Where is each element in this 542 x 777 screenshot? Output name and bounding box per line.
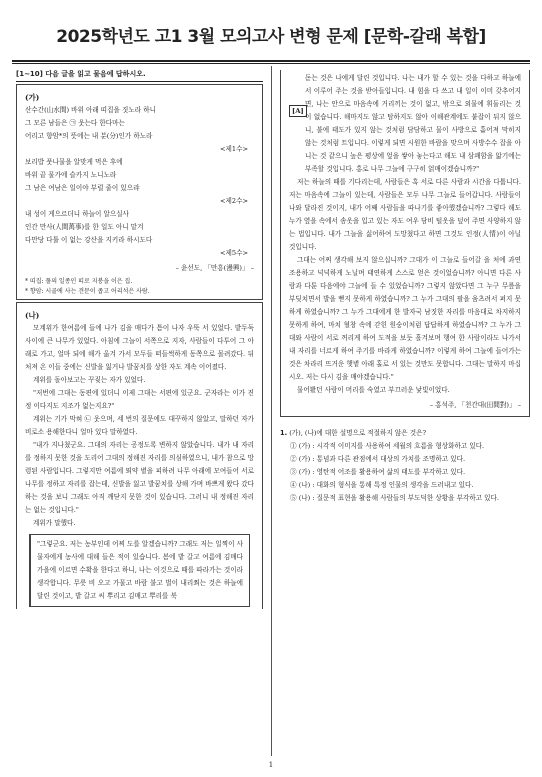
prose-paragraph: 저는 하늘의 때를 기다리는데, 사람들은 혹 서로 다른 사람과 시간을 다툽니다. 저는 마음속에 그늘이 있는데, 사람들은 모두 나무 그늘로 들어갑니다. 사람들이 나와 달라진 것이지, 내가 어째 사람들을 따나기를 좋아했겠습니까? 그렇다 해도 누가 옆을 속에서 솜옷을 입고 있는 자도 여우 담비 털옷을 덮어 주면 사양하지 않는 법입니다. 내가 그늘을 싫어하여 도망쳤다고 하면 그것도 인정(人情)이 아닐 것입니다. [289, 178, 521, 251]
footnote: * 띠집: 풀의 일종인 띠로 지붕을 이은 집. [25, 278, 133, 285]
answer-option[interactable]: ② (가) : 통념과 다른 관점에서 대상의 가치를 조명하고 있다. [290, 455, 466, 463]
poem-line: 그 남은 여남은 일이야 부럴 줄이 있으랴 [25, 184, 140, 192]
stanza-2 [25, 156, 254, 195]
prose-continued-box [280, 70, 530, 417]
poem-line: 인간 만사(人間萬事)를 한 일도 아니 맡겨 [25, 223, 144, 231]
poem-line: 보리밥 풋나물을 알맞게 먹은 후에 [25, 158, 123, 166]
title-rule-thin [12, 63, 530, 64]
poem-label: (가) [25, 93, 40, 102]
poem-line: 어리고 향암*의 뜻에는 내 분(分)인가 하노라 [25, 132, 153, 140]
page-title: 2025학년도 고1 3월 모의고사 변형 문제 [문학-갈래 복합] [56, 27, 486, 47]
bracket-a-text: 돋는 것은 나에게 달린 것입니다. 나는 내가 할 수 있는 것을 다하고 하늘에서 이루어 주는 것을 받아들입니다. 내 힘을 다 쓰고 내 일이 이미 갖추어지면, 나는 안으로 마음속에 거리끼는 것이 없고, 밖으로 외물에 휘둘리는 것이 없습니다. 해마지도 않고 탐하지도 않아 이해관계에도 붙잡이 뒤지 않으니, 불에 태도가 있지 않는 것처럼 담담하고 물이 사방으로 흩어져 막히지 않는 것처럼 트입니다. 이렇게 되면 시원한 바람을 맞으며 사방수수 잡을 아니는 것 같으니 높은 평상에 엎을 쌓아 놓는다고 해도 내 삼쾌함을 앎기에는 부족할 것입니다. 홍로 나무 그늘에 구구히 얽매이겠습니까?" [305, 74, 521, 173]
question-1 [280, 427, 530, 505]
prose-paragraph: "내가 지나쳤군요. 그대의 자리는 공정도록 변하지 않았습니다. 내가 내 자리를 정하지 못한 것을 도리어 그대의 정해진 자리를 의심하였으니, 내가 참으로 망령된 사람입니다. 그렇지만 여름에 뙤약 볕을 피하려 나무 아래에 모여들어 서로 나무를 정하고 자리를 잡는데, 신발을 잃고 발꿈치를 상해 가며 바쁘게 왔다 갔다 하는 것을 보니 그래도 아직 깨닫지 못한 것이 있습니다. 그러니 내 정해진 자리는 없는 것입니다." [25, 441, 254, 514]
quote-box: "그렇군요. 저는 농부인데 어찌 도를 알겠습니까? 그래도 저는 일찍이 사물자에게 농사에 대해 들은 적이 있습니다. 봄에 밭 갈고 여름에 김매다 가을에 이르면 수확을 한다고 하니, 나는 이것으로 때를 따라가는 것이라 생각합니다. 무릇 비 오고 가물고 바람 불고 벌이 내리쬐는 것은 하늘에 달린 것이고, 밭 갈고 씨 뿌리고 김매고 뿌리를 북 [29, 534, 250, 607]
poem-line: 다만당 다툴 이 없는 강산을 지키라 하시도다 [25, 236, 153, 244]
footnote: * 향암: 시골에 사는 견문이 좁고 어리석은 사람. [25, 288, 150, 295]
prose-label: (나) [25, 311, 40, 320]
column-divider [271, 66, 272, 756]
bracket-a-passage [289, 72, 521, 176]
prose-paragraph: 모계위가 한여름에 들에 나가 김을 매다가 틈이 나자 우뚝 서 있었다. 밭두둑 사이에 큰 나무가 있었다. 아침에 그늘이 서쪽으로 지자, 사람들이 다투어 그 아래로 가고, 얼마 되에 해가 옮겨 가서 모두들 떠들썩하게 동쪽으로 몰려갔다. 뒤처져 온 이들 중에는 신발을 잃거나 발꿈치를 상한 자도 계속 이어졌다. [25, 324, 254, 371]
right-column [280, 68, 530, 505]
answer-option[interactable]: ① (가) : 시각적 이미지를 사용하여 세월의 흐름을 형상화하고 있다. [290, 442, 485, 450]
poem-line: 내 성이 게으르더니 하늘이 알으실사 [25, 210, 129, 218]
stanza-mark: <제2수> [220, 197, 248, 205]
stanza-mark: <제5수> [220, 249, 248, 257]
poem-line: 바위 끝 물가에 슬카지 노니노라 [25, 171, 117, 179]
bracket-a-label: [A] [289, 105, 307, 117]
prose-box [16, 302, 263, 609]
poem-author: – 윤선도, 「만흥(漫興)」 – [175, 264, 254, 272]
answer-option[interactable]: ⑤ (나) : 질문적 표현을 활용해 사람들의 부도덕한 상황을 부각하고 있다. [290, 494, 499, 502]
prose-paragraph: 그대는 어찌 생각해 보지 않으십니까? 그대가 이 그늘로 들어갈 을 처에 과연 조용하고 넉넉하게 노닐며 태연하게 스스로 얻은 것이었습니까? 아니면 다른 사람과 다툰 다음에야 그늘에 들 수 있었습니까? 그렇지 않았다면 그 누구 무릎을 부딪치면서 발을 뻗지 못하게 하였습니까? 그 누가 그대의 팔을 움츠려서 펴지 못하게 하였습니까? 그 누가 그대에게 한 발자국 남짓한 자리를 마음대로 차지하지 못하게 하여, 마치 혈창 속에 갇힌 원숭이처럼 답답하게 하였습니까? 그 누가 그대와 사람이 서로 꺼리게 하여 도적을 보듯 흘겨보며 행여 한 사람이라도 나가서 내 자리를 너르게 하여 주기를 바라게 하였습니까? 이렇게 하여 그늘에 들어가는 것은 차라리 뜨거운 햇볕 아래 홀로 서 있는 것만도 못합니다. 그대는 말하지 마십시오. 저는 다시 김을 매야겠습니다." [289, 256, 521, 381]
poem-line: 그 모른 남들은 ㉠ 웃는다 한다마는 [25, 119, 125, 127]
poem-line: 산수간(山水間) 바위 아래 띠집을 짓노라 하니 [25, 106, 156, 114]
poem-box [16, 84, 263, 300]
answer-option[interactable]: ③ (가) : 영탄적 어조를 활용하여 삶의 태도를 부각하고 있다. [290, 468, 466, 476]
instruction: [1~10] 다음 글을 읽고 물음에 답하시오. [16, 68, 263, 82]
stanza-3 [25, 208, 254, 247]
prose-paragraph: 계위를 돌아보고는 꾸짖는 자가 있었다. [33, 376, 146, 384]
stanza-1 [25, 104, 254, 143]
prose-paragraph: 계위가 말했다. [33, 519, 76, 527]
prose-paragraph: 물어봤던 사람이 머리를 숙였고 부끄러운 낯빛이었다. [297, 386, 450, 394]
page-number: 1 [268, 761, 274, 769]
prose-author: – 홍석주, 「천간대(田間對)」 – [429, 401, 521, 409]
prose-paragraph: 계위는 기가 막혀 ㉡ 웃으며, 세 번의 질문에도 대꾸하지 않았고, 말하던 자가 비로소 용해한다니 얼마 있다 말하였다. [25, 415, 254, 436]
title-rule [12, 60, 530, 62]
prose-paragraph: "저번에 그대는 동편에 있더니 이제 그대는 서편에 있군요. 군자라는 이가 진정 이다지도 지조가 없는지요?" [25, 389, 254, 410]
left-column [16, 68, 263, 611]
answer-option[interactable]: ④ (나) : 대화의 형식을 통해 특정 인물의 생각을 드러내고 있다. [290, 481, 474, 489]
question-stem: (가), (나)에 대한 설명으로 적절하지 않은 것은? [289, 429, 426, 437]
stanza-mark: <제1수> [220, 145, 248, 153]
question-number: 1. [280, 429, 288, 437]
